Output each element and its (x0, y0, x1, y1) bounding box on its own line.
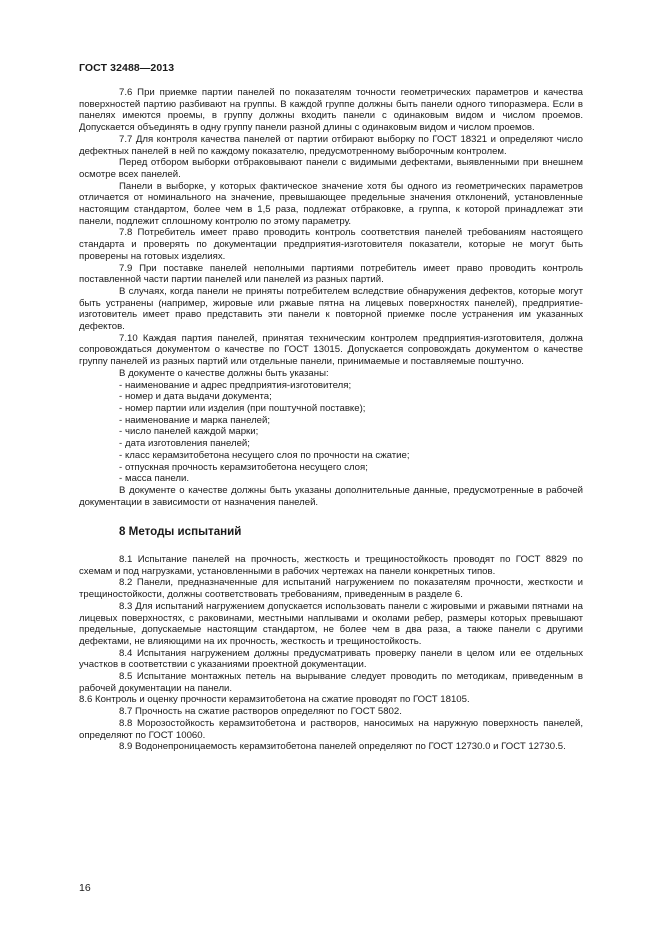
paragraph: В документе о качестве должны быть указаны дополнительные данные, предусмотренные в рабочей документации в зависимости от назначения панелей. (79, 484, 583, 508)
paragraph: 8.8 Морозостойкость керамзитобетона и растворов, наносимых на наружную поверхность панелей, определяют по ГОСТ 10060. (79, 717, 583, 741)
list-item (79, 391, 583, 403)
paragraph: В документе о качестве должны быть указаны: (119, 367, 329, 379)
paragraph: 8.5 Испытание монтажных петель на вырывание следует проводить по методикам, приведенным в рабочей документации на панели. (79, 671, 583, 694)
list-item-text: наименование и адрес предприятия-изготовителя; (125, 379, 352, 391)
list-item-text: класс керамзитобетона несущего слоя по прочности на сжатие; (125, 449, 410, 461)
list-item-text: наименование и марка панелей; (125, 414, 271, 426)
list-item-text: дата изготовления панелей; (125, 438, 250, 450)
list-dash: - (119, 379, 123, 391)
paragraph: 8.3 Для испытаний нагружением допускается использовать панели с жировыми и ржавыми пятнами на лицевых поверхностях, с раковинами, местными наплывами и околами ребер, размеры которых превышают предельные, допускаемые настоящим стандартом, не более чем в два раза, а также панели с другими дефектами, не влияющими на их прочность, жесткость и трещиностойкость. (79, 600, 583, 647)
list-item-text: масса панели. (125, 473, 189, 485)
list-item (79, 438, 583, 450)
page-number: 16 (79, 882, 91, 894)
list-dash: - (119, 438, 123, 450)
list-item (79, 450, 583, 462)
paragraph: 7.10 Каждая партия панелей, принятая техническим контролем предприятия-изготовителя, должна сопровождаться документом о качестве по ГОСТ 13015. Допускается сопровождать документом о качестве группу панелей из разных партий или отдельные панели, принимаемые и поставляемые поштучно. (79, 332, 583, 368)
list-dash: - (119, 426, 123, 438)
paragraph: 8.4 Испытания нагружением должны предусматривать проверку панели в целом или ее отдельных участков в соответствии с указаниями проектной документации. (79, 647, 583, 671)
list-item (79, 462, 583, 474)
paragraph: 8.9 Водонепроницаемость керамзитобетона панелей определяют по ГОСТ 12730.0 и ГОСТ 12730.5. (119, 741, 566, 753)
paragraph: 8.7 Прочность на сжатие растворов определяют по ГОСТ 5802. (119, 706, 402, 718)
list-item-text: отпускная прочность керамзитобетона несущего слоя; (125, 461, 368, 473)
list-item (79, 403, 583, 415)
list-item-text: номер и дата выдачи документа; (125, 391, 272, 403)
paragraph: 7.8 Потребитель имеет право проводить контроль соответствия панелей требованиям настоящего стандарта и проверять по документации предприятия-изготовителя показатели, которые не могут быть проверены на готовых изделиях. (79, 227, 583, 262)
list-item (79, 415, 583, 427)
list-dash: - (119, 414, 123, 426)
document-code-header: ГОСТ 32488—2013 (79, 62, 175, 74)
paragraph: 7.9 При поставке панелей неполными партиями потребитель имеет право проводить контроль поставленной части партии панелей или панелей из разных партий. (79, 262, 583, 286)
paragraph: В случаях, когда панели не приняты потребителем вследствие обнаружения дефектов, которые могут быть устранены (например, жировые или ржавые пятна на лицевых поверхностях панелей), предприятие-изготовитель имеет право представить эти панели к повторной приемке после устранения им указанных дефектов. (79, 285, 583, 333)
list-dash: - (119, 402, 123, 414)
paragraph: 8.2 Панели, предназначенные для испытаний нагружением по показателям прочности, жесткости и трещиностойкости, должны соответствовать требованиям, приведенным в разделе 6. (79, 577, 583, 601)
paragraph: 8.6 Контроль и оценку прочности керамзитобетона на сжатие проводят по ГОСТ 18105. (79, 694, 470, 706)
list-dash: - (119, 473, 123, 485)
list-item (79, 473, 583, 485)
list-item (79, 426, 583, 438)
list-dash: - (119, 449, 123, 461)
list-item (79, 380, 583, 392)
paragraph: 8.1 Испытание панелей на прочность, жесткость и трещиностойкость проводят по ГОСТ 8829 по схемам и под нагрузками, установленными в рабочих чертежах на панели конкретных типов. (79, 554, 583, 577)
paragraph: 7.6 При приемке партии панелей по показателям точности геометрических параметров и качества поверхностей партию разбивают на группы. В каждой группе должны быть панели одного типоразмера. Если в панелях имеются проемы, в группу должны входить панели с одинаковым видом и числом проемов. Допускается объединять в одну группу панели разной длины с одинаковым видом и числом проемов. (79, 87, 583, 134)
list-dash: - (119, 461, 123, 473)
paragraph: Панели в выборке, у которых фактическое значение хотя бы одного из геометрических параметров отличается от номинального на значение, превышающее предельные значения отклонений, установленные настоящим стандартом, более чем в 1,5 раза, подлежат отбраковке, а группа, к которой принадлежат эти панели, подлежит сплошному контролю по этому параметру. (79, 180, 583, 227)
list-item-text: номер партии или изделия (при поштучной поставке); (125, 402, 366, 414)
document-body (79, 87, 583, 753)
list-item-text: число панелей каждой марки; (125, 426, 259, 438)
list-dash: - (119, 391, 123, 403)
paragraph: 7.7 Для контроля качества панелей от партии отбирают выборку по ГОСТ 18321 и определяют число дефектных панелей в ней по каждому показателю, предусмотренному выборочным контролем. (79, 133, 583, 157)
paragraph: Перед отбором выборки отбраковывают панели с видимыми дефектами, выявленными при внешнем осмотре всех панелей. (79, 157, 583, 180)
section-heading: 8 Методы испытаний (119, 525, 242, 539)
